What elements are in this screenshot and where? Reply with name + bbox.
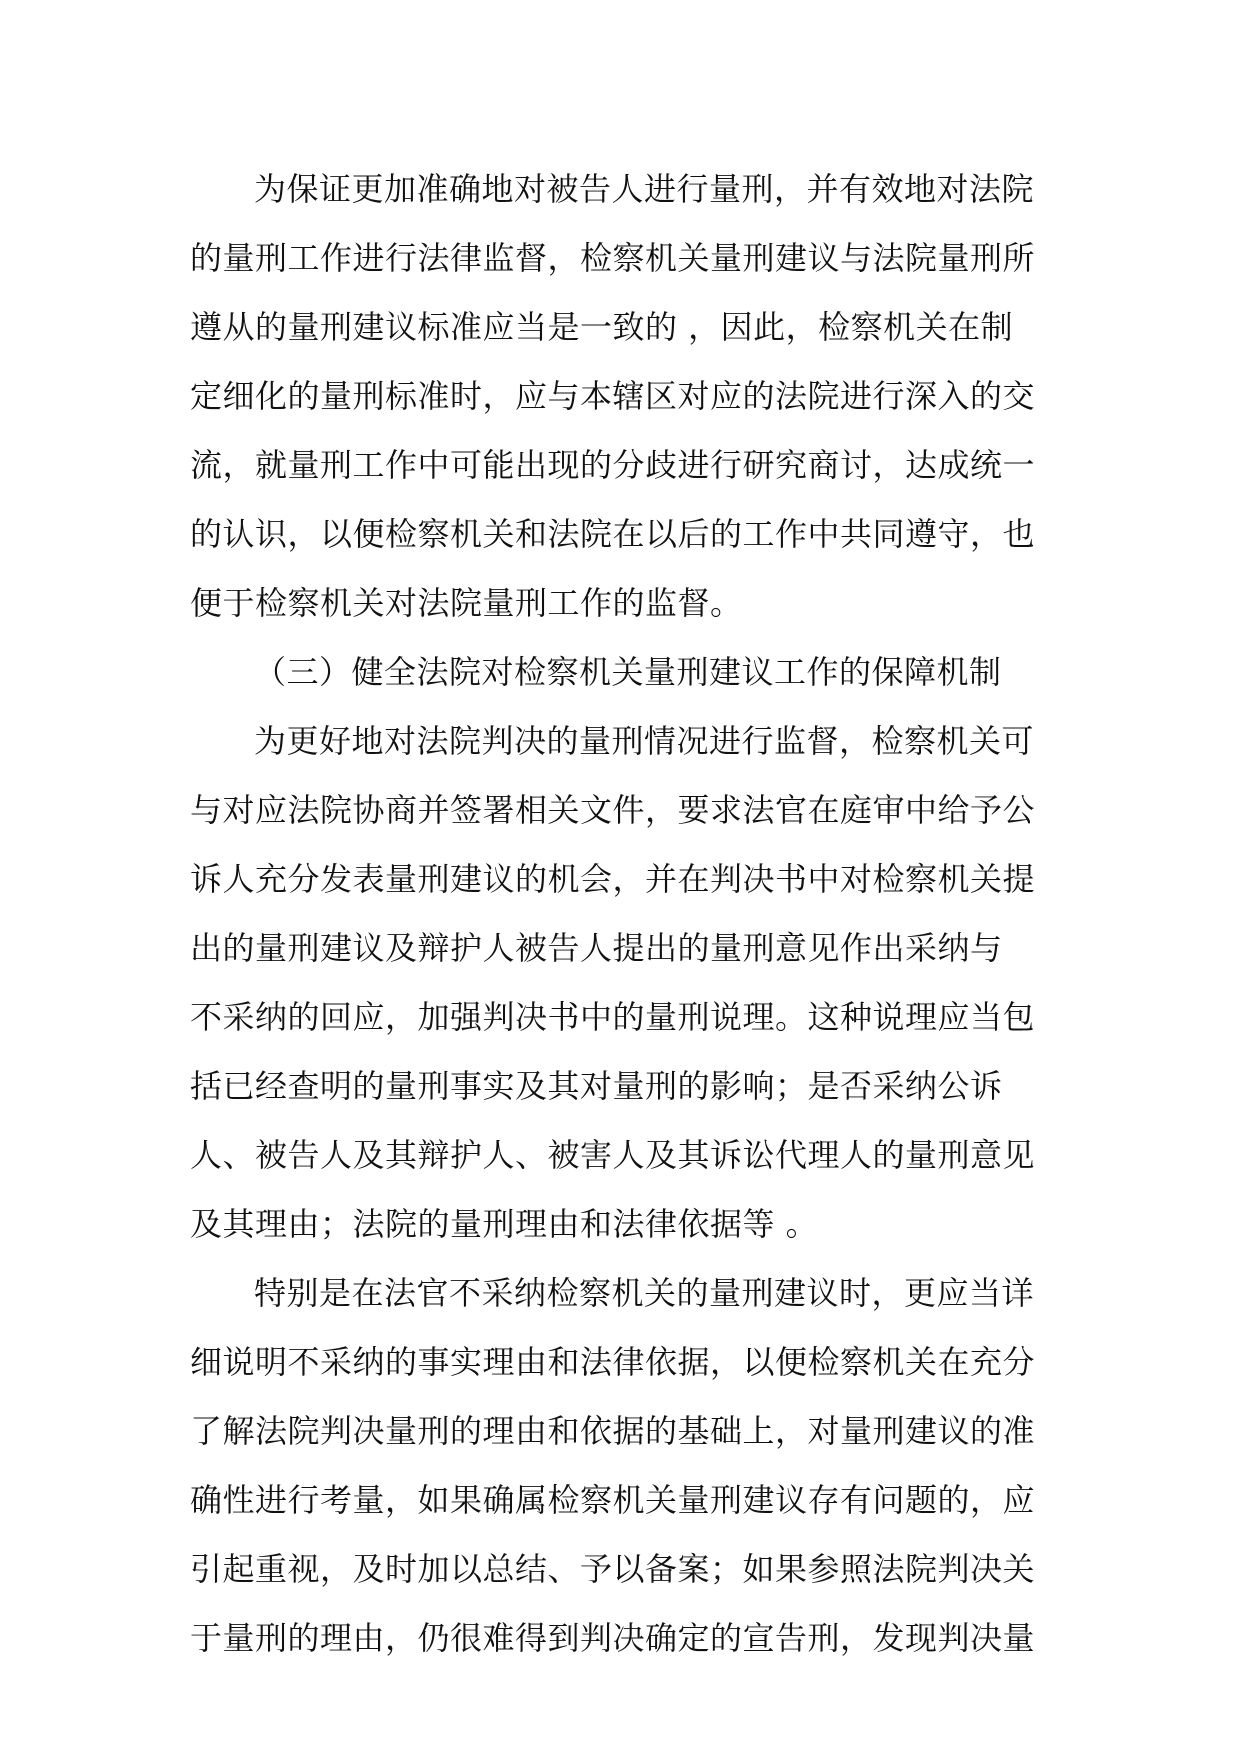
paragraph-line: 流，就量刑工作中可能出现的分歧进行研究商讨，达成统一: [190, 446, 1036, 484]
document-page: [190, 155, 1058, 1673]
paragraph-line: 不采纳的回应，加强判决书中的量刑说理。这种说理应当包: [190, 998, 1036, 1036]
paragraph-line: 为更好地对法院判决的量刑情况进行监督，检察机关可: [254, 722, 1035, 760]
paragraph-line: 特别是在法官不采纳检察机关的量刑建议时，更应当详: [254, 1274, 1035, 1312]
paragraph-line: 于量刑的理由，仍很难得到判决确定的宣告刑，发现判决量: [190, 1619, 1036, 1657]
paragraph-line: 引起重视，及时加以总结、予以备案；如果参照法院判决关: [190, 1550, 1036, 1588]
paragraph-line: 确性进行考量，如果确属检察机关量刑建议存有问题的，应: [190, 1481, 1036, 1519]
paragraph-line: 为保证更加准确地对被告人进行量刑，并有效地对法院: [254, 170, 1035, 208]
paragraph-line: 的量刑工作进行法律监督，检察机关量刑建议与法院量刑所: [190, 239, 1036, 277]
paragraph-line: 细说明不采纳的事实理由和法律依据，以便检察机关在充分: [190, 1343, 1036, 1381]
paragraph-line: 便于检察机关对法院量刑工作的监督。: [190, 584, 743, 622]
paragraph-line: 了解法院判决量刑的理由和依据的基础上，对量刑建议的准: [190, 1412, 1036, 1450]
paragraph-line: 定细化的量刑标准时，应与本辖区对应的法院进行深入的交: [190, 377, 1036, 415]
paragraph-line: 诉人充分发表量刑建议的机会，并在判决书中对检察机关提: [190, 860, 1036, 898]
paragraph-line: 出的量刑建议及辩护人被告人提出的量刑意见作出采纳与: [190, 929, 1003, 967]
section-heading: （三）健全法院对检察机关量刑建议工作的保障机制: [254, 653, 1002, 691]
paragraph-line: 的认识，以便检察机关和法院在以后的工作中共同遵守，也: [190, 515, 1036, 553]
paragraph-line: 与对应法院协商并签署相关文件，要求法官在庭审中给予公: [190, 791, 1036, 829]
paragraph-line: 人、被告人及其辩护人、被害人及其诉讼代理人的量刑意见: [190, 1136, 1036, 1174]
paragraph-line: 括已经查明的量刑事实及其对量刑的影响；是否采纳公诉: [190, 1067, 1003, 1105]
paragraph-line: 遵从的量刑建议标准应当是一致的 ，因此，检察机关在制: [190, 308, 1014, 346]
paragraph-line: 及其理由；法院的量刑理由和法律依据等 。: [190, 1205, 819, 1243]
